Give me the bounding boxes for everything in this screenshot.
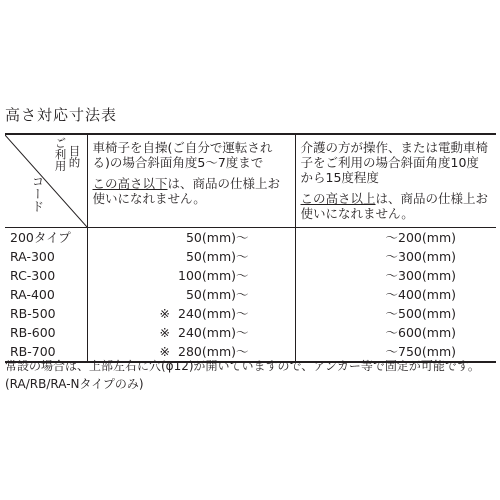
purpose-label-2: 目的 xyxy=(67,145,82,168)
purpose-label-1: ご利用 xyxy=(53,137,68,172)
table-row xyxy=(5,323,496,342)
code-label: コード xyxy=(30,175,45,213)
row-mark: ※ xyxy=(159,344,171,359)
table-row xyxy=(5,285,496,304)
header-self-operated xyxy=(87,134,295,228)
row-self-text: 50(mm)～ xyxy=(185,230,249,245)
assisted-note-emphasis: この高さ以上 xyxy=(300,191,376,206)
row-code: RB-600 xyxy=(5,323,87,342)
height-spec-table xyxy=(5,133,496,363)
header-corner-cell xyxy=(5,134,87,228)
row-self-value xyxy=(87,285,295,304)
row-self-value xyxy=(87,323,295,342)
self-operated-note-emphasis: この高さ以下 xyxy=(92,176,168,191)
row-assisted-value: ～600(mm) xyxy=(385,325,456,340)
table-header-row xyxy=(5,134,496,228)
row-assisted-value: ～500(mm) xyxy=(385,306,456,321)
row-self-value xyxy=(87,228,295,248)
table-row xyxy=(5,304,496,323)
row-code: RB-500 xyxy=(5,304,87,323)
assisted-note xyxy=(301,191,492,221)
row-assisted-value: ～400(mm) xyxy=(385,287,456,302)
footnote: 常設の場合は、上部左右に穴(φ12)が開いていますので、アンカー等で固定が可能です。(RA/RB/RA-Nタイプのみ) xyxy=(5,359,480,391)
row-self-value xyxy=(87,247,295,266)
assisted-description: 介護の方が操作、または電動車椅子をご利用の場合斜面角度10度から15度程度 xyxy=(300,140,489,185)
row-self-text: 50(mm)～ xyxy=(185,249,249,264)
row-assisted-value: ～200(mm) xyxy=(385,230,456,245)
self-operated-note xyxy=(93,176,290,206)
row-assisted-value: ～300(mm) xyxy=(385,268,456,283)
row-mark: ※ xyxy=(159,306,171,321)
row-code: RB-700 xyxy=(5,342,87,362)
self-operated-description: 車椅子を自操(ご自分で運転される)の場合斜面角度5～7度まで xyxy=(92,140,273,170)
row-code: RA-300 xyxy=(5,247,87,266)
row-self-text: 100(mm)～ xyxy=(178,268,249,283)
row-self-text: 280(mm)～ xyxy=(178,344,249,359)
assisted-note-rest: は、商品の仕様上お使いになれません。 xyxy=(300,191,489,221)
self-operated-note-rest: は、商品の仕様上お使いになれません。 xyxy=(92,176,281,206)
row-assisted-value: ～300(mm) xyxy=(385,249,456,264)
row-self-value xyxy=(87,304,295,323)
table-row xyxy=(5,266,496,285)
row-code: 200タイプ xyxy=(5,228,87,248)
table-row xyxy=(5,228,496,248)
row-self-text: 240(mm)～ xyxy=(178,325,249,340)
row-code: RA-400 xyxy=(5,285,87,304)
row-self-value xyxy=(87,266,295,285)
row-code: RC-300 xyxy=(5,266,87,285)
row-self-text: 240(mm)～ xyxy=(178,306,249,321)
table-title: 高さ対応寸法表 xyxy=(5,106,118,124)
row-assisted-value: ～750(mm) xyxy=(295,342,496,362)
row-self-text: 50(mm)～ xyxy=(185,287,249,302)
table-row xyxy=(5,247,496,266)
header-assisted xyxy=(295,134,496,228)
row-mark: ※ xyxy=(159,325,171,340)
